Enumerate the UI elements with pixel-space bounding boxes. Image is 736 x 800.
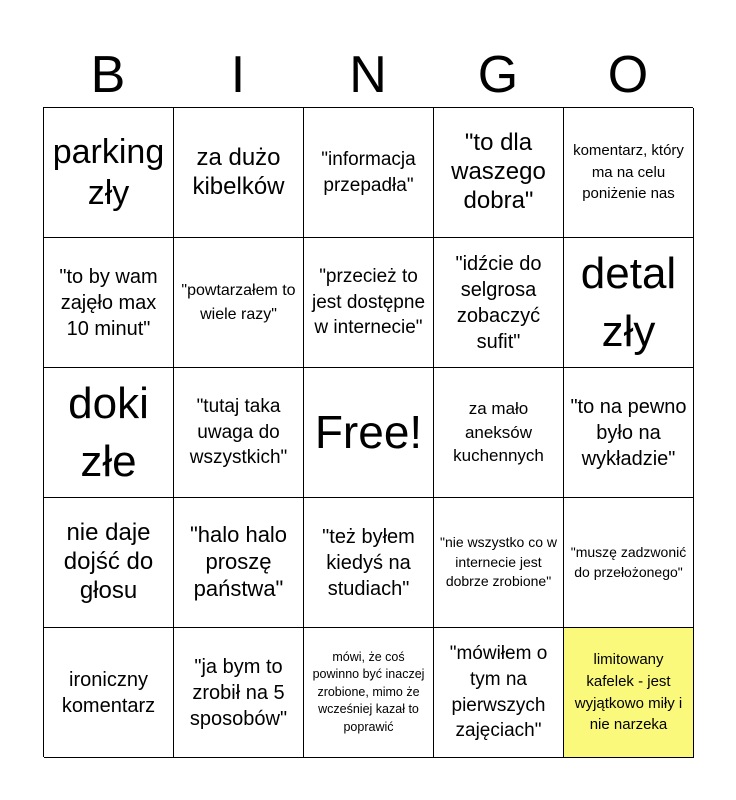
bingo-cell[interactable]: "to na pewno było na wykładzie" [564, 368, 694, 498]
bingo-cell[interactable]: detal zły [564, 238, 694, 368]
bingo-cell[interactable]: "mówiłem o tym na pierwszych zajęciach" [434, 628, 564, 758]
bingo-board [43, 107, 693, 757]
bingo-cell[interactable]: komentarz, który ma na celu poniżenie nas [564, 108, 694, 238]
bingo-cell[interactable]: "też byłem kiedyś na studiach" [304, 498, 434, 628]
bingo-cell[interactable]: "muszę zadzwonić do przełożonego" [564, 498, 694, 628]
bingo-cell[interactable]: "przecież to jest dostępne w internecie" [304, 238, 434, 368]
bingo-cell[interactable]: "idźcie do selgrosa zobaczyć sufit" [434, 238, 564, 368]
bingo-cell[interactable]: za dużo kibelków [174, 108, 304, 238]
bingo-cell[interactable]: "informacja przepadła" [304, 108, 434, 238]
bingo-cell[interactable]: "powtarzałem to wiele razy" [174, 238, 304, 368]
header-letter-b: B [90, 46, 126, 104]
bingo-cell[interactable]: ironiczny komentarz [44, 628, 174, 758]
bingo-cell-highlighted[interactable]: limitowany kafelek - jest wyjątkowo miły i nie narzeka [564, 628, 694, 758]
bingo-cell[interactable]: doki złe [44, 368, 174, 498]
header-letter-o: O [607, 46, 649, 104]
bingo-cell[interactable]: nie daje dojść do głosu [44, 498, 174, 628]
bingo-cell[interactable]: "halo halo proszę państwa" [174, 498, 304, 628]
bingo-cell[interactable]: parking zły [44, 108, 174, 238]
header-letter-n: N [349, 46, 387, 104]
bingo-cell[interactable]: "to dla waszego dobra" [434, 108, 564, 238]
header-letter-i: I [230, 46, 246, 104]
bingo-cell[interactable]: mówi, że coś powinno być inaczej zrobione, mimo że wcześniej kazał to poprawić [304, 628, 434, 758]
bingo-cell[interactable]: za mało aneksów kuchennych [434, 368, 564, 498]
bingo-cell[interactable]: "nie wszystko co w internecie jest dobrze zrobione" [434, 498, 564, 628]
bingo-cell[interactable]: "ja bym to zrobił na 5 sposobów" [174, 628, 304, 758]
bingo-cell[interactable]: "tutaj taka uwaga do wszystkich" [174, 368, 304, 498]
bingo-header [43, 42, 693, 108]
free-cell[interactable]: Free! [304, 368, 434, 498]
header-letter-g: G [477, 46, 519, 104]
bingo-cell[interactable]: "to by wam zajęło max 10 minut" [44, 238, 174, 368]
